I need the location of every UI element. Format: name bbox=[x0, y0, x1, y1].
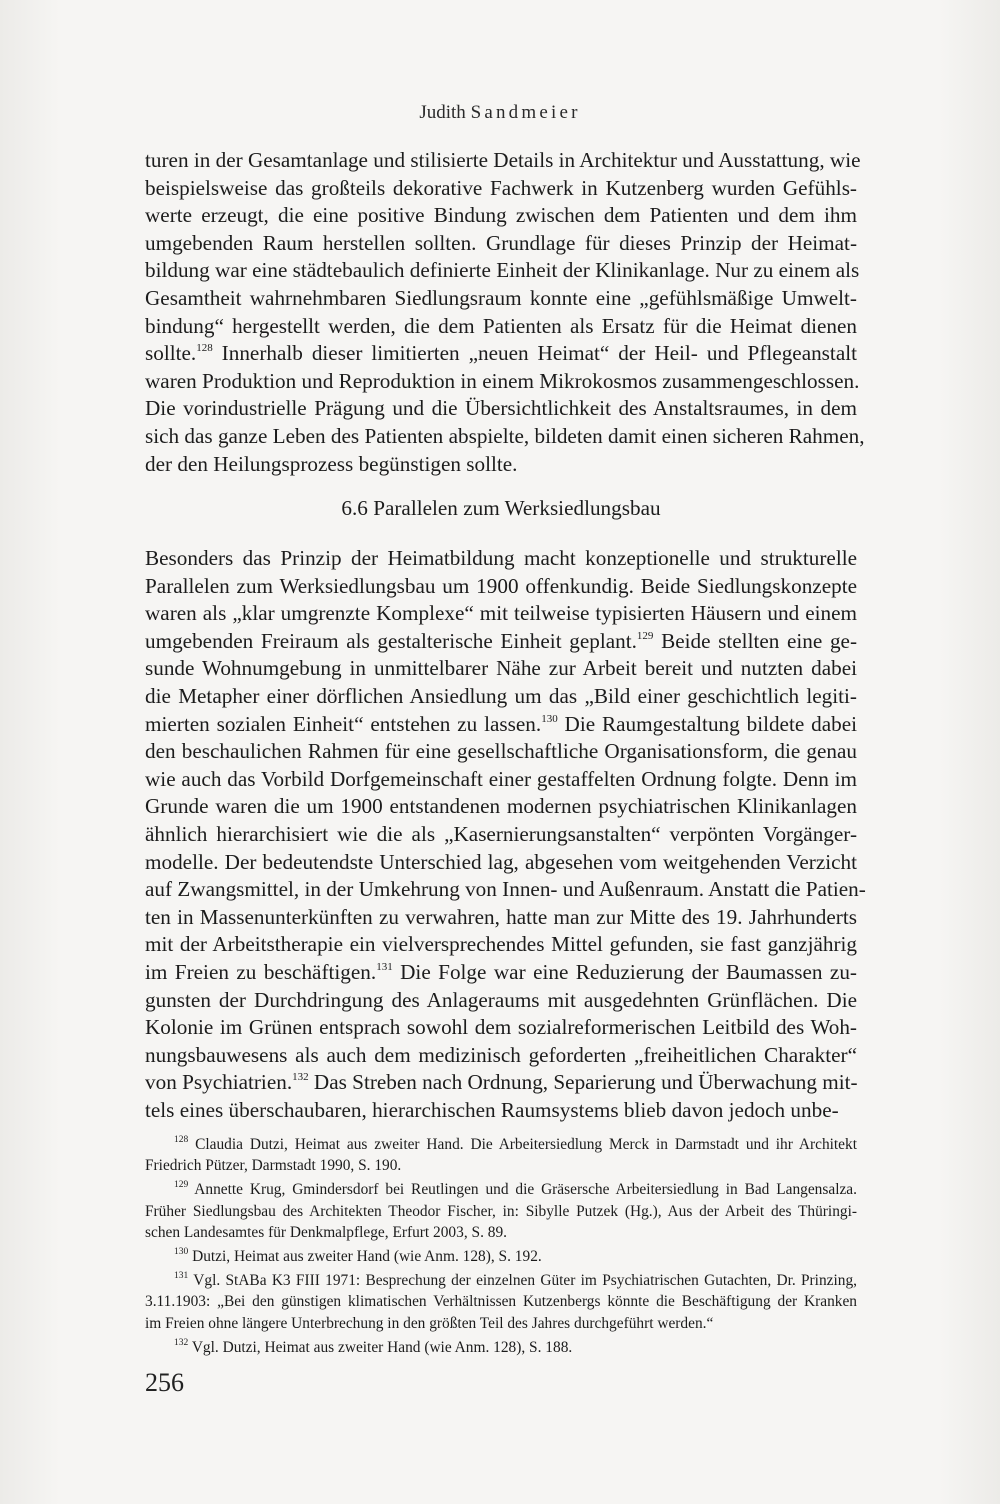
text-line: im Freien zu beschäftigen.$^{131}$ Die Folge war eine Reduzierung der Baumassen zu- bbox=[145, 959, 857, 984]
footnote bbox=[145, 1246, 857, 1267]
footnote-number: 131 bbox=[174, 1270, 189, 1281]
running-head-last-name: Sandmeier bbox=[470, 102, 581, 123]
footnote bbox=[145, 1134, 857, 1177]
text-line: wie auch das Vorbild Dorfgemeinschaft einer gestaffelten Ordnung folgte. Denn im bbox=[145, 766, 857, 791]
text-line: Die vorindustrielle Prägung und die Übersichtlichkeit des Anstaltsraumes, in dem bbox=[145, 396, 857, 421]
footnote-number: 130 bbox=[174, 1247, 189, 1258]
text-line: gunsten der Durchdringung des Anlageraums mit ausgedehnten Grünflächen. Die bbox=[145, 987, 857, 1012]
text-line: beispielsweise das großteils dekorative Fachwerk in Kutzenberg wurden Gefühls- bbox=[145, 175, 857, 200]
footnote-line: 3.11.1903: „Bei den günstigen klimatischen Verhältnissen Kutzenbergs könnte die Beschäftigung der Kranken bbox=[145, 1293, 857, 1311]
footnote-number: 128 bbox=[174, 1135, 189, 1145]
text-line: modelle. Der bedeutendste Unterschied lag, abgesehen vom weitgehenden Verzicht bbox=[145, 849, 857, 874]
text-line: waren Produktion und Reproduktion in einem Mikrokosmos zusammengeschlossen. bbox=[145, 368, 860, 393]
text-line: Besonders das Prinzip der Heimatbildung macht konzeptionelle und strukturelle bbox=[145, 546, 857, 570]
text-line: den beschaulichen Rahmen für eine gesellschaftliche Organisationsform, die genau bbox=[145, 739, 857, 764]
text-line: mit der Arbeitstherapie ein vielversprechendes Mittel gefunden, sie fast ganzjährig bbox=[145, 932, 857, 957]
footnote-line: schen Landesamtes für Denkmalpflege, Erfurt 2003, S. 89. bbox=[145, 1224, 508, 1242]
footnote-line: im Freien ohne längere Unterbrechung in den größten Teil des Jahres durchgeführt werden.“ bbox=[145, 1314, 714, 1332]
text-line: umgebenden Freiraum als gestalterische Einheit geplant.$^{129}$ Beide stellten eine ge- bbox=[145, 628, 857, 653]
text-line: ten in Massenunterkünften zu verwahren, hatte man zur Mitte des 19. Jahrhunderts bbox=[145, 904, 857, 929]
running-head-first-name: Judith bbox=[419, 102, 466, 123]
footnote-line: $^{129}$ Annette Krug, Gmindersdorf bei Reutlingen und die Gräsersche Arbeitersiedlung in Bad Langensalza. bbox=[174, 1180, 857, 1199]
footnote-line: Friedrich Pützer, Darmstadt 1990, S. 190. bbox=[145, 1157, 402, 1175]
footnote-line: Früher Siedlungsbau des Architekten Theodor Fischer, in: Sibylle Putzek (Hg.), Aus der Arbeit des Thüringi- bbox=[145, 1202, 857, 1220]
text-line: turen in der Gesamtanlage und stilisierte Details in Architektur und Ausstattung, wie bbox=[145, 148, 861, 172]
text-line: ähnlich hierarchisiert wie die als „Kasernierungsanstalten“ verpönten Vorgänger- bbox=[145, 821, 857, 846]
text-line: tels eines überschaubaren, hierarchischen Raumsystems blieb davon jedoch unbe- bbox=[145, 1097, 839, 1122]
text-line: die Metapher einer dörflichen Ansiedlung um das „Bild einer geschichtlich legiti- bbox=[145, 683, 857, 708]
body-paragraph-1 bbox=[145, 147, 865, 478]
text-line: auf Zwangsmittel, in der Umkehrung von Innen- und Außenraum. Anstatt die Patien- bbox=[145, 877, 866, 902]
footnote-line: $^{131}$ Vgl. StABa K3 FIII 1971: Besprechung der einzelnen Güter im Psychiatrischen Gutachten, Dr. Prinzing, bbox=[174, 1270, 857, 1289]
text-line: werte erzeugt, die eine positive Bindung zwischen dem Patienten und dem ihm bbox=[145, 203, 857, 228]
text-line: bildung war eine städtebaulich definierte Einheit der Klinikanlage. Nur zu einem als bbox=[145, 258, 860, 283]
text-line: bindung“ hergestellt werden, die dem Patienten als Ersatz für die Heimat dienen bbox=[145, 313, 857, 338]
text-line: Grunde waren die um 1900 entstandenen modernen psychiatrischen Klinikanlagen bbox=[145, 794, 857, 819]
footnote-reference[interactable]: 128 bbox=[196, 342, 213, 355]
text-line: der den Heilungsprozess begünstigen sollte. bbox=[145, 451, 518, 476]
page-number: 256 bbox=[145, 1368, 184, 1397]
running-head bbox=[0, 101, 1000, 125]
text-line: sich das ganze Leben des Patienten abspielte, bildeten damit einen sicheren Rahmen, bbox=[145, 423, 865, 448]
footnote-number: 132 bbox=[174, 1337, 189, 1348]
text-line: nungsbauwesens als auch dem medizinisch geforderten „freiheitlichen Charakter“ bbox=[145, 1042, 857, 1067]
text-line: mierten sozialen Einheit“ entstehen zu lassen.$^{130}$ Die Raumgestaltung bildete dabei bbox=[145, 711, 858, 736]
footnote bbox=[145, 1337, 857, 1358]
footnote-line: $^{132}$ Vgl. Dutzi, Heimat aus zweiter Hand (wie Anm. 128), S. 188. bbox=[174, 1337, 573, 1356]
text-line: sunde Wohnumgebung in unmittelbarer Nähe zur Arbeit bereit und nutzten dabei bbox=[145, 656, 857, 681]
footnote-number: 129 bbox=[174, 1180, 189, 1191]
body-paragraph-2 bbox=[145, 545, 866, 1124]
footnote-reference[interactable]: 131 bbox=[376, 960, 393, 973]
footnote-line: $^{128}$ Claudia Dutzi, Heimat aus zweiter Hand. Die Arbeitersiedlung Merck in Darmstadt und ihr Architekt bbox=[174, 1135, 857, 1153]
text-line: waren als „klar umgrenzte Komplexe“ mit teilweise typisierten Häusern und einem bbox=[145, 601, 857, 626]
footnote bbox=[145, 1179, 857, 1243]
text-line: von Psychiatrien.$^{132}$ Das Streben nach Ordnung, Separierung und Überwachung mit- bbox=[145, 1070, 858, 1095]
section-heading: 6.6 Parallelen zum Werksiedlungsbau bbox=[341, 496, 661, 520]
text-line: Parallelen zum Werksiedlungsbau um 1900 offenkundig. Beide Siedlungskonzepte bbox=[145, 573, 857, 598]
text-line: Kolonie im Grünen entsprach sowohl dem sozialreformerischen Leitbild des Woh- bbox=[145, 1015, 857, 1040]
footnote bbox=[145, 1270, 857, 1334]
text-line: Gesamtheit wahrnehmbaren Siedlungsraum konnte eine „gefühlsmäßige Umwelt- bbox=[145, 285, 857, 310]
footnote-line: $^{130}$ Dutzi, Heimat aus zweiter Hand (wie Anm. 128), S. 192. bbox=[174, 1247, 542, 1266]
footnotes bbox=[145, 1134, 857, 1361]
text-line: umgebenden Raum herstellen sollten. Grundlage für dieses Prinzip der Heimat- bbox=[145, 230, 857, 255]
footnote-reference[interactable]: 130 bbox=[541, 712, 558, 725]
footnote-reference[interactable]: 129 bbox=[636, 629, 654, 642]
footnote-reference[interactable]: 132 bbox=[292, 1071, 309, 1084]
text-line: sollte.$^{128}$ Innerhalb dieser limitierten „neuen Heimat“ der Heil- und Pflegeanstalt bbox=[145, 341, 857, 366]
